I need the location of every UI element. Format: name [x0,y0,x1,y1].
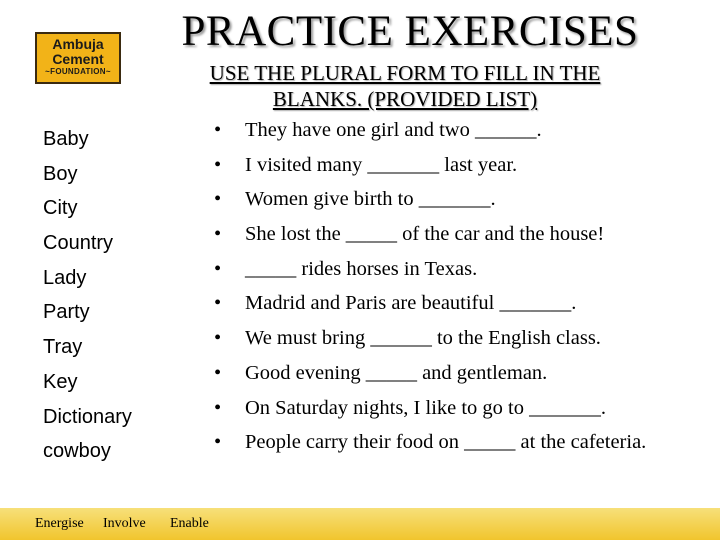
bullet-icon: • [214,361,222,384]
sentence-text: People carry their food on _____ at the cafeteria. [245,431,647,454]
exercise-sentence [214,113,646,148]
word-item: Baby [43,128,89,150]
bullet-icon: • [214,327,222,350]
sentence-text: Women give birth to _______. [245,188,496,211]
exercise-sentence [214,148,646,183]
sentence-text: We must bring ______ to the English class. [245,327,601,350]
footer-bar [0,508,720,540]
sentence-text: On Saturday nights, I like to go to _______. [245,396,607,419]
word-item: Boy [43,162,78,185]
footer-enable: Enable [170,516,209,531]
sentence-text: They have one girl and two ______. [245,119,542,141]
bullet-icon: • [214,292,222,315]
bullet-icon: • [214,396,222,419]
exercise-sentence [214,286,646,321]
sentence-text: Madrid and Paris are beautiful _______. [245,292,577,315]
bullet-icon: • [214,223,222,246]
sentence-text: _____ rides horses in Texas. [245,257,478,280]
exercise-sentence-list [214,113,646,460]
word-item: Tray [43,336,83,359]
exercise-sentence [214,391,646,426]
footer-energise: Energise [35,516,84,531]
exercise-sentence [214,356,646,391]
ambuja-cement-foundation-logo [35,32,121,84]
logo-line-1: Ambuja [52,36,104,52]
exercise-sentence [214,321,646,356]
bullet-icon: • [214,257,222,280]
instructions-subtitle: USE THE PLURAL FORM TO FILL IN THE BLANKS. (PROVIDED LIST) [209,61,601,111]
exercise-sentence [214,252,646,287]
sentence-text: Good evening _____ and gentleman. [245,361,548,384]
exercise-sentence [214,182,646,217]
bullet-icon: • [214,153,222,176]
word-item: Key [43,370,78,393]
page-title: PRACTICE EXERCISES [181,8,639,55]
word-item: Country [43,232,114,255]
word-item: Dictionary [43,405,132,428]
provided-word-list [43,122,132,469]
word-item: City [43,197,78,220]
bullet-icon: • [214,188,222,211]
exercise-sentence [214,425,646,460]
footer-involve: Involve [103,516,146,531]
bullet-icon: • [214,119,222,141]
logo-line-2: Cement [52,51,104,67]
word-item: Lady [43,266,87,289]
bullet-icon: • [214,431,222,454]
exercise-sentence [214,217,646,252]
word-item: Party [43,301,90,324]
logo-line-3: ~FOUNDATION~ [45,67,111,76]
sentence-text: I visited many _______ last year. [245,153,518,176]
sentence-text: She lost the _____ of the car and the house! [245,223,605,246]
word-item: cowboy [43,440,111,463]
